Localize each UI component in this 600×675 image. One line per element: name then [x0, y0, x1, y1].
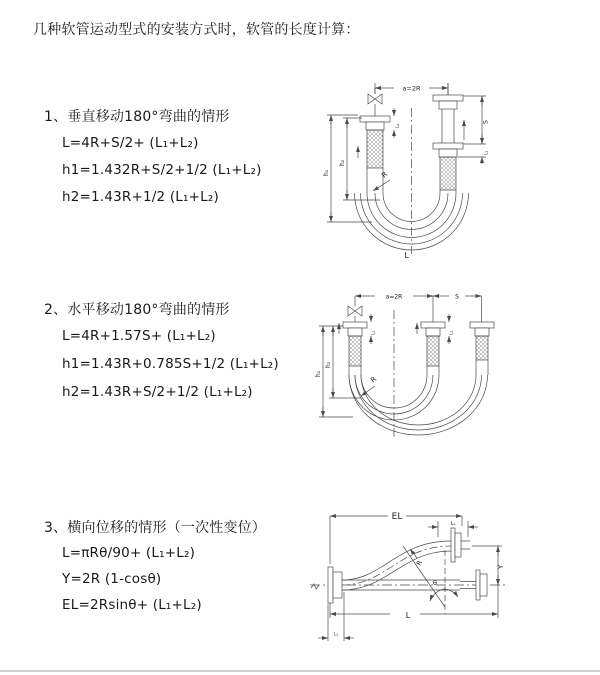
length-label: L	[404, 251, 409, 260]
dim-label-y: Y	[497, 564, 505, 569]
dim-label-l2: L₂	[396, 123, 401, 128]
dim-label-h1: h₁	[323, 169, 330, 176]
formula-line: L=πRθ/90+ (L₁+L₂)	[62, 545, 196, 561]
dim-label-width: a=2R	[385, 293, 403, 301]
diagram-1-geometry	[327, 83, 486, 254]
formula-line: L=4R+S/2+ (L₁+L₂)	[62, 135, 199, 151]
dim-label-h2: h₂	[325, 361, 332, 368]
page-title: 几种软管运动型式的安装方式时，软管的长度计算：	[33, 22, 360, 38]
dim-label-width: a=2R	[402, 84, 421, 93]
dim-label-l1: L₁	[450, 521, 456, 527]
dim-label-el: EL	[391, 512, 403, 522]
formula-line: L=4R+1.57S+ (L₁+L₂)	[62, 328, 216, 344]
angle-label: θ	[433, 579, 437, 587]
section-3-heading: 3、横向位移的情形（一次性变位）	[44, 520, 267, 536]
formula-line: h1=1.432R+S/2+1/2 (L₁+L₂)	[62, 162, 262, 178]
section-1-heading: 1、垂直移动180°弯曲的情形	[44, 109, 230, 125]
valve-icon	[368, 88, 382, 116]
dim-label-l1: L₁	[449, 330, 455, 335]
section-2-heading: 2、水平移动180°弯曲的情形	[44, 302, 230, 318]
formula-line: EL=2Rsinθ+ (L₁+L₂)	[62, 597, 202, 613]
dim-label-s: S	[482, 120, 490, 124]
dim-label-l2: L₂	[371, 330, 377, 335]
radius-label: R	[369, 375, 379, 385]
dim-label-h1: h₁	[315, 370, 322, 377]
dim-label-h2: h₂	[339, 159, 346, 166]
dim-label-l2: L₂	[333, 632, 339, 638]
formula-line: h2=1.43R+1/2 (L₁+L₂)	[62, 189, 219, 205]
diagram-1-labels	[323, 85, 490, 261]
formula-line: h1=1.43R+0.785S+1/2 (L₁+L₂)	[62, 356, 279, 372]
dim-label-l1: L₁	[484, 150, 490, 155]
hose-braid	[349, 336, 361, 366]
formula-line: Y=2R (1-cosθ)	[62, 571, 162, 587]
diagram-vertical-movement	[310, 68, 532, 264]
page-bottom-rule	[0, 670, 600, 672]
diagram-horizontal-movement	[303, 280, 547, 458]
hose-braid	[367, 130, 383, 168]
diagram-2-geometry	[319, 293, 494, 437]
hose-braid	[440, 157, 456, 190]
diagram-lateral-displacement	[296, 500, 562, 650]
dim-label-s: S	[455, 293, 459, 301]
diagram-3-geometry	[310, 516, 508, 641]
hose-braid	[476, 336, 488, 360]
formula-line: h2=1.43R+S/2+1/2 (L₁+L₂)	[62, 384, 253, 400]
length-label: L	[405, 611, 411, 620]
hose-braid	[427, 336, 439, 366]
radius-label: R	[414, 559, 424, 567]
valve-icon	[348, 306, 362, 322]
radius-label: R	[380, 170, 390, 180]
